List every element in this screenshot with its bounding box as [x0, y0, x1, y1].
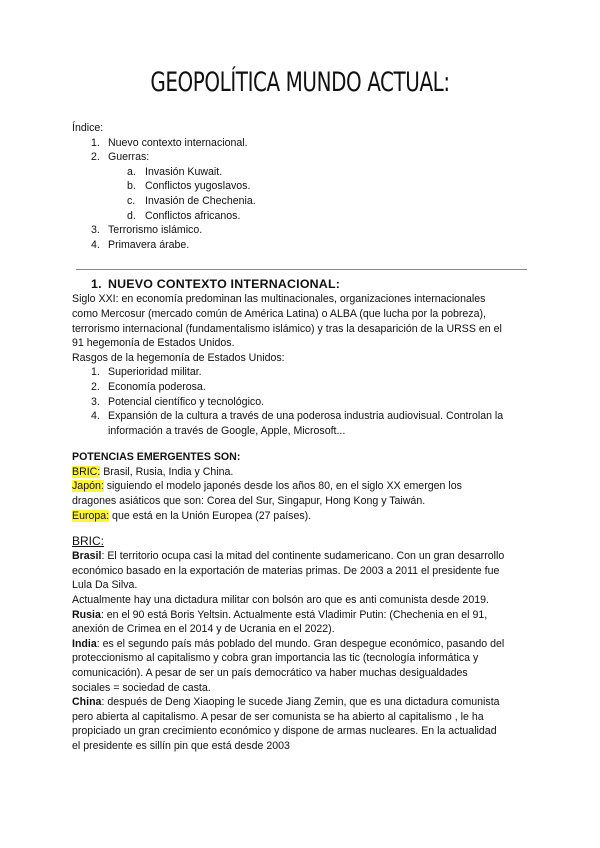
potencias-bric: BRIC: Brasil, Rusia, India y China. [72, 465, 234, 478]
brasil-line: Lula Da Silva. [72, 579, 138, 592]
rasgo-item: 2. Economía poderosa. [91, 380, 206, 393]
highlight-japon: Japón: [72, 480, 104, 493]
brasil-line: Actualmente hay una dictadura militar con bolsón aro que es anti comunista desde 2019. [72, 594, 489, 607]
india-line: comunicación). A pesar de ser un país democrático va haber muchas desigualdades [72, 667, 468, 679]
intro-line: Siglo XXI: en economía predominan las multinacionales, organizaciones internacionales [72, 293, 486, 306]
index-item: 2. Guerras: [91, 151, 150, 164]
potencias-europa: Europa: que está en la Unión Europea (27 países). [72, 509, 312, 522]
index-item: 4. Primavera árabe. [91, 238, 190, 251]
section-heading: 1. NUEVO CONTEXTO INTERNACIONAL: [91, 277, 341, 292]
index-subitem: d. Conflictos africanos. [127, 209, 241, 222]
page-title: GEOPOLÍTICA MUNDO ACTUAL: [150, 67, 450, 98]
rasgo-item-continuation: información a través de Google, Apple, Microsoft... [108, 424, 346, 437]
rasgos-label: Rasgos de la hegemonía de Estados Unidos: [72, 351, 285, 364]
china-line: propiciado un gran crecimiento económico y dispone de armas nucleares. En la actualidad [72, 725, 497, 738]
index-list [72, 136, 532, 253]
rusia-line: anexión de Crimea en el 2014 y de Ucrania en el 2022). [72, 623, 335, 636]
india-line: proteccionismo al capitalismo y cobra gran importancia las tic (tecnología informática y [72, 652, 479, 665]
horizontal-rule [76, 269, 527, 270]
rusia-line: Rusia: en el 90 está Boris Yeltsin. Actualmente está Vladimir Putin: (Chechenia en el 91, [72, 608, 488, 621]
index-label: Índice: [72, 122, 104, 134]
china-line: el presidente es sillín pin que está desde 2003 [72, 739, 290, 752]
index-subitem: a. Invasión Kuwait. [127, 165, 223, 178]
rasgo-item: 4. Expansión de la cultura a través de una poderosa industria audiovisual. Controlan la [91, 410, 504, 423]
rasgo-item: 3. Potencial científico y tecnológico. [91, 395, 265, 408]
index-subitem: c. Invasión de Chechenia. [127, 194, 256, 207]
highlight-bric: BRIC: [72, 465, 101, 478]
brasil-line: Brasil: El territorio ocupa casi la mitad del continente sudamericano. Con un gran desarrollo [72, 550, 505, 563]
intro-line: terrorismo internacional (fundamentalismo islámico) y tras la desaparición de la URSS en el [72, 322, 502, 335]
document-body [72, 121, 532, 754]
india-line: sociales = sociedad de casta. [72, 681, 211, 694]
china-line: pero abierta al capitalismo. A pesar de ser comunista se ha abierto al capitalismo , le ha [72, 710, 484, 723]
rasgos-list [72, 365, 532, 438]
intro-line: 91 hegemonía de Estados Unidos. [72, 337, 235, 350]
china-line: China: después de Deng Xiaoping le sucede Jiang Zemin, que es una dictadura comunista [72, 696, 500, 709]
highlight-europa: Europa: [72, 509, 110, 522]
potencias-heading: POTENCIAS EMERGENTES SON: [72, 451, 241, 464]
potencias-japon: Japón: siguiendo el modelo japonés desde los años 80, en el siglo XX emergen los [72, 480, 462, 493]
india-line: India: es el segundo país más poblado del mundo. Gran despegue económico, pasando del [72, 637, 505, 650]
bric-heading: BRIC: [72, 534, 105, 549]
index-subitem: b. Conflictos yugoslavos. [127, 180, 251, 193]
brasil-line: económico basado en la exportación de materias primas. De 2003 a 2011 el presidente fue [72, 564, 500, 577]
index-item: 3. Terrorismo islámico. [91, 224, 203, 237]
index-item: 1. Nuevo contexto internacional. [91, 136, 248, 149]
intro-line: como Mercosur (mercado común de América Latina) o ALBA (que lucha por la pobreza), [72, 307, 486, 320]
potencias-japon-cont: dragones asiáticos que son: Corea del Sur, Singapur, Hong Kong y Taiwán. [72, 495, 426, 508]
rasgo-item: 1. Superioridad militar. [91, 366, 202, 379]
